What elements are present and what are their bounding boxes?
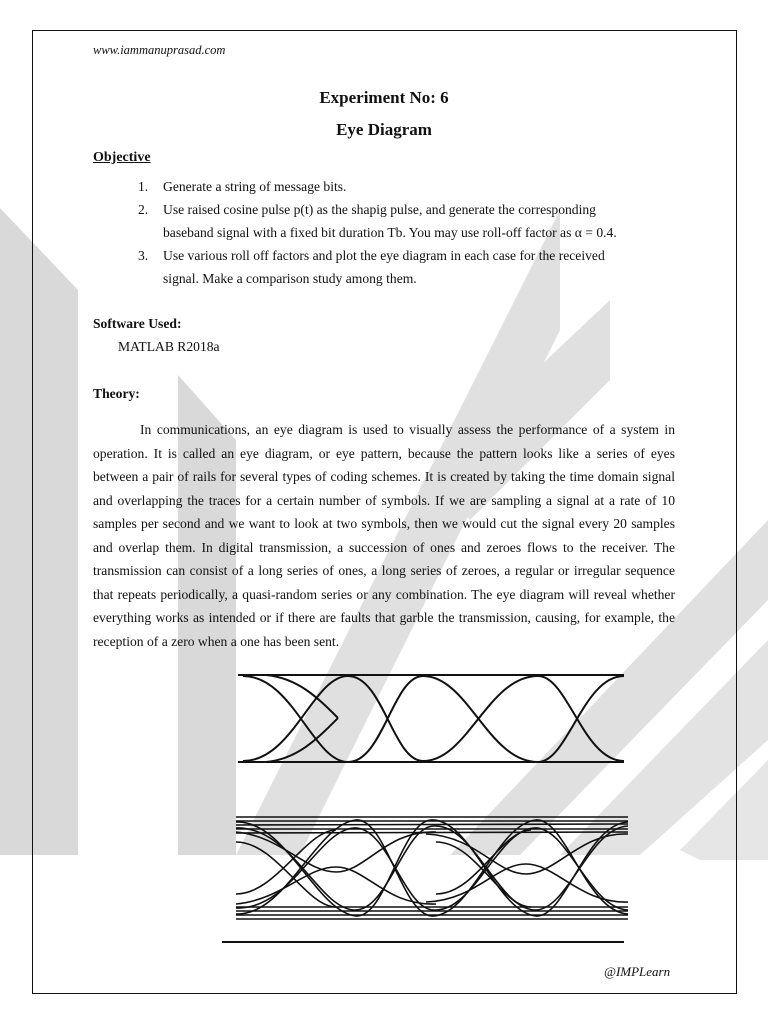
divider-line: [222, 941, 624, 943]
experiment-title: Experiment No: 6: [319, 88, 449, 107]
software-name: MATLAB R2018a: [118, 339, 220, 354]
document-subtitle: Eye Diagram: [336, 120, 432, 139]
list-item-text: Generate a string of message bits.: [163, 179, 347, 194]
theory-heading: Theory:: [93, 386, 140, 401]
theory-paragraph: In communications, an eye diagram is used to visually assess the performance of a system in operation. It is called an eye diagram, or eye pattern, because the pattern looks like a series of eyes between a pair of rails for several types of coding schemes. It is created by taking the time domain signal and overlapping the traces for a certain number of symbols. If we are sampling a signal at a rate of 10 samples per second and we want to look at two symbols, then we would cut the signal every 20 samples and overlap them. In digital transmission, a succession of ones and zeroes flows to the receiver. The transmission can consist of a long series of ones, a long series of zeroes, a regular or irregular sequence that repeats periodically, a quasi-random series or any combination. The eye diagram will reveal whether everything works as intended or if there are faults that garble the transmission, causing, for example, the reception of a zero when a one has been sent.: [93, 422, 675, 649]
list-item-number: 1.: [138, 179, 149, 194]
list-item-text: Use various roll off factors and plot the eye diagram in each case for the received: [163, 248, 605, 263]
website-url: www.iammanuprasad.com: [93, 43, 226, 57]
eye-diagram-ideal: [238, 668, 624, 770]
footer-credit: @IMPLearn: [604, 964, 671, 979]
eye-diagram-noisy: [236, 812, 628, 927]
list-item-text: baseband signal with a fixed bit duration Tb. You may use roll-off factor as α = 0.4.: [163, 225, 617, 240]
list-item-number: 3.: [138, 248, 149, 263]
list-item-text: signal. Make a comparison study among them.: [163, 271, 417, 286]
software-heading: Software Used:: [93, 316, 182, 331]
objective-heading: Objective: [93, 150, 151, 165]
list-item-text: Use raised cosine pulse p(t) as the shapig pulse, and generate the corresponding: [163, 202, 596, 217]
list-item-number: 2.: [138, 202, 149, 217]
